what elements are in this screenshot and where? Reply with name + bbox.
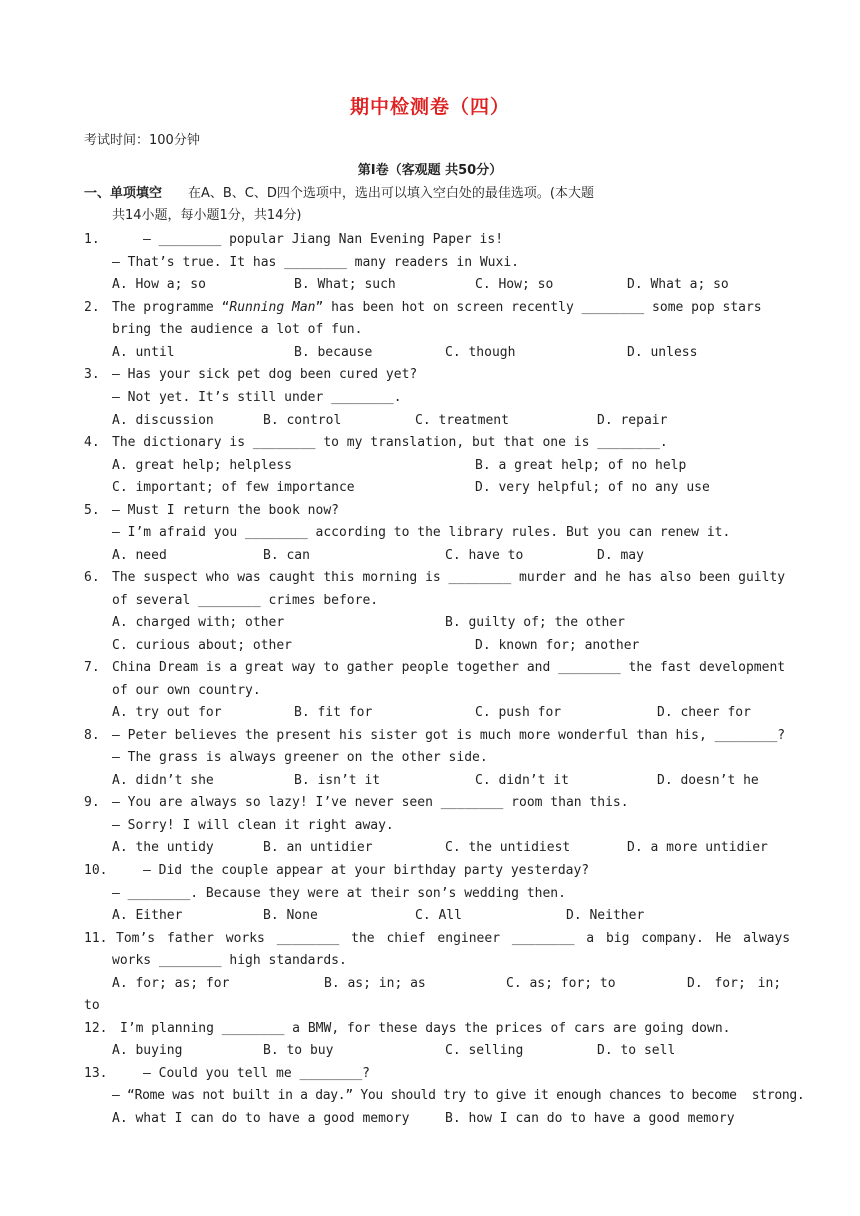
question-stem: — Has your sick pet dog been cured yet? [112,367,418,382]
option-b: B. guilty of; the other [445,615,626,630]
question-stem: The programme “Running Man” has been hot on screen recently ________ some pop stars [112,300,762,315]
question-stem: works ________ high standards. [112,953,347,968]
question-stem: China Dream is a great way to gather people together and ________ the fast development [112,660,786,675]
question-stem: of our own country. [112,683,261,698]
question-stem: The suspect who was caught this morning is ________ murder and he has also been guilty [112,570,786,585]
option-a: A. didn’t she [112,773,214,788]
option-a: A. for; as; for [112,976,230,991]
page-title: 期中检测卷（四） [349,96,510,118]
question-number: 1. [84,232,100,247]
option-a: A. How a; so [112,277,206,292]
question-stem: — Sorry! I will clean it right away. [112,818,394,833]
question-number: 13. [84,1066,108,1081]
option-d: D. known for; another [475,638,640,653]
option-d: D. cheer for [657,705,751,720]
option-a: A. discussion [112,413,214,428]
option-c: C. as; for; to [506,976,616,991]
exam-time: 考试时间：100分钟 [84,133,200,148]
option-d: D. repair [597,413,668,428]
option-a: A. Either [112,908,183,923]
option-b: B. None [263,908,318,923]
question-number: 10. [84,863,108,878]
option-d: D. very helpful; of no any use [475,480,710,495]
option-a: A. buying [112,1043,183,1058]
option-a: A. try out for [112,705,222,720]
option-b: B. control [263,413,342,428]
option-a: A. need [112,548,167,563]
question-number: 7. [84,660,100,675]
option-b: B. can [263,548,310,563]
question-number: 5. [84,503,100,518]
question-stem: — Did the couple appear at your birthday party yesterday? [143,863,590,878]
option-b: B. as; in; as [324,976,426,991]
option-c: C. have to [445,548,524,563]
question-stem: — That’s true. It has ________ many readers in Wuxi. [112,255,519,270]
option-d: D. unless [627,345,698,360]
question-number: 3. [84,367,100,382]
question-stem: I’m planning ________ a BMW, for these days the prices of cars are going down. [120,1021,731,1036]
option-b: B. because [294,345,373,360]
question-stem: — ________ popular Jiang Nan Evening Paper is! [143,232,504,247]
option-a: A. what I can do to have a good memory [112,1111,410,1126]
option-b: B. an untidier [263,840,373,855]
question-stem: — Peter believes the present his sister got is much more wonderful than his, ________? [112,728,786,743]
question-number: 2. [84,300,100,315]
question-stem: — Could you tell me ________? [143,1066,370,1081]
question-stem: — Must I return the book now? [112,503,339,518]
option-a: A. charged with; other [112,615,285,630]
question-stem: — The grass is always greener on the other side. [112,750,488,765]
option-d: D. a more untidier [627,840,768,855]
option-b: B. fit for [294,705,373,720]
option-d: D. may [597,548,644,563]
section-heading: 一、单项填空 [84,186,163,201]
option-d: D. What a; so [627,277,729,292]
question-stem: Tom’s father works ________ the chief engineer ________ a big company. He always [116,931,791,946]
option-a: A. until [112,345,175,360]
question-number: 6. [84,570,100,585]
question-number: 11. [84,931,108,946]
question-stem: bring the audience a lot of fun. [112,322,363,337]
option-d-wrap: to [84,998,100,1013]
question-stem: — Not yet. It’s still under ________. [112,390,402,405]
question-stem: — “Rome was not built in a day.” You should try to give it enough chances to become strong. [112,1088,805,1103]
question-stem: The dictionary is ________ to my translation, but that one is ________. [112,435,668,450]
option-c: C. important; of few importance [112,480,355,495]
question-number: 4. [84,435,100,450]
option-c: C. the untidiest [445,840,571,855]
question-stem: of several ________ crimes before. [112,593,379,608]
option-a: A. the untidy [112,840,214,855]
option-c: C. didn’t it [475,773,569,788]
option-d: D. Neither [566,908,645,923]
question-stem: — I’m afraid you ________ according to the library rules. But you can renew it. [112,525,731,540]
section-instructions: 在A、B、C、D四个选项中，选出可以填入空白处的最佳选项。(本大题 [188,186,594,201]
question-number: 9. [84,795,100,810]
option-d: D. for; in; [687,976,782,991]
option-c: C. though [445,345,516,360]
option-c: C. How; so [475,277,554,292]
option-b: B. What; such [294,277,396,292]
option-c: C. selling [445,1043,524,1058]
option-b: B. a great help; of no help [475,458,687,473]
option-a: A. great help; helpless [112,458,293,473]
section-instructions-cont: 共14小题，每小题1分，共14分) [112,208,302,223]
question-number: 8. [84,728,100,743]
option-b: B. to buy [263,1043,334,1058]
question-number: 12. [84,1021,108,1036]
option-c: C. treatment [415,413,509,428]
option-c: C. push for [475,705,562,720]
option-b: B. how I can do to have a good memory [445,1111,735,1126]
question-stem: — You are always so lazy! I’ve never seen ________ room than this. [112,795,629,810]
option-c: C. curious about; other [112,638,293,653]
question-stem: — ________. Because they were at their son’s wedding then. [112,886,566,901]
option-b: B. isn’t it [294,773,381,788]
option-c: C. All [415,908,462,923]
part-heading: 第Ⅰ卷（客观题 共50分） [357,163,503,178]
option-d: D. to sell [597,1043,676,1058]
option-d: D. doesn’t he [657,773,759,788]
